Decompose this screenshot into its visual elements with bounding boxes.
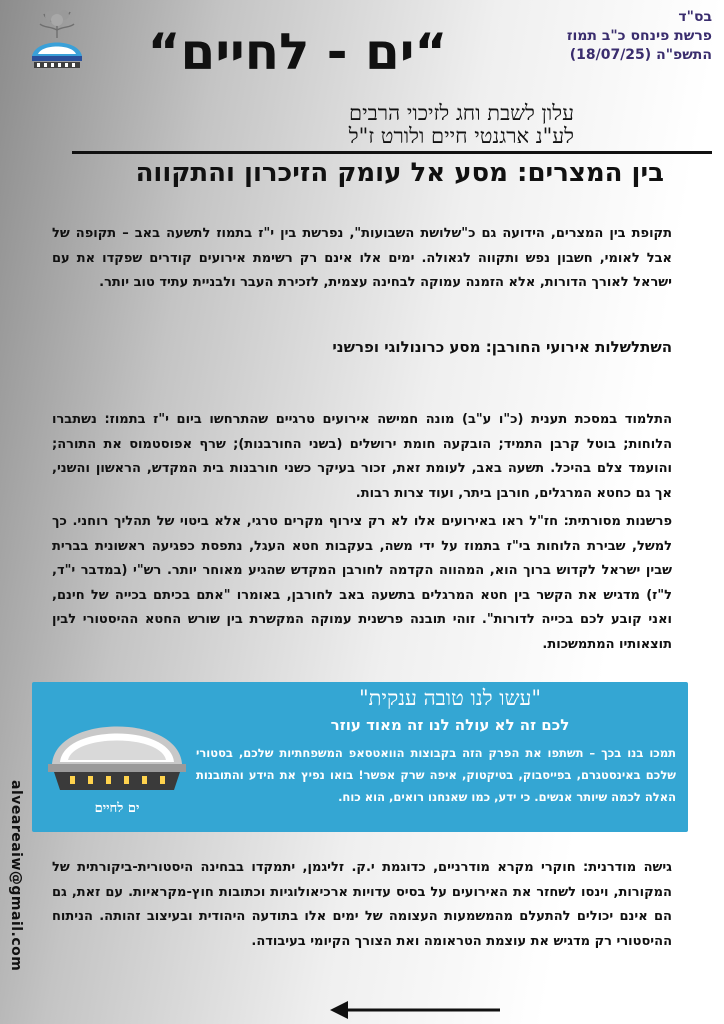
email-text: alveareaiw@gmail.com [8, 780, 24, 972]
promo-banner [32, 682, 688, 832]
paragraph-talmud: התלמוד במסכת תענית (כ"ו ע"ב) מונה חמישה אירועים טרגיים שהתרחשו ביום י"ז בתמוז: נשתברו הלוחות; בוטל קרבן התמיד; הובקעה חומת ירושלים (בשני החורבנות); שרף אפוסטמוס את התורה; והועמד צלם בהיכל. תשעה באב, לעומת זאת, זכור בעיקר כשני חורבנות בית המקדש, הראשון והשני, אך גם כחטא המרגלים, חורבן ביתר, ועוד צרות רבות. [52, 412, 672, 501]
paragraph-traditional: פרשנות מסורתית: חז"ל ראו באירועים אלו לא רק צירוף מקרים טרגי, אלא ביטוי של תהליך רוחני. כך למשל, שבירת הלוחות בי"ז בתמוז על ידי משה, בעקבות חטא העגל, נתפסת כפגיעה ראשונית בברית שבין ישראל לקדוש ברוך הוא, המהווה הקדמה לחורבן המקדש שהגיע מאוחר יותר. רש"י (במדבר י"ד, ל"ז) מדגיש את הקשר בין חטא המרגלים בתשעה באב לחורבן, באומרו "אתם בכיתם בכייה של חינם, ואני קובע לכם בכייה לדורות". זוהי תובנה פרשנית עמוקה המקשרת בין שורש החטא ההיסטורי לבין תוצאותיו המתמשכות. [52, 514, 672, 652]
paragraph-modern: גישה מודרנית: חוקרי מקרא מודרניים, כדוגמת י.ק. זליגמן, יתמקדו בבחינה היסטורית-ביקורתית של המקורות, וינסו לשחזר את האירועים על בסיס עדויות ארכיאולוגיות וכתובות חוץ-מקראיות. עם זאת, גם הם אינם יכולים להתעלם מהמשמעות העצומה של ימים אלו בתודעה היהודית ובעיצוב זהותה. הניתוח ההיסטורי רק מדגיש את עוצמת הטראומה ואת הצורך הקיומי בעיבודה. [52, 860, 672, 949]
section-heading: השתלשלות אירועי החורבן: מסע כרונולוגי ופרשני [332, 338, 672, 356]
article-heading: בין המצרים: מסע אל עומק הזיכרון והתקווה [135, 158, 664, 188]
dome-tree-logo-icon [28, 8, 86, 78]
paragraph-intro: תקופת בין המצרים, הידועה גם כ"שלושת השבועות", נפרשת בין י"ז בתמוז לתשעה באב – תקופה של אבל לאומי, חשבון נפש ותקווה לגאולה. ימים אלו אינם רק רשימת אירועים קודרים שפקדו את עם ישראל לאורך הדורות, אלא הזמנה עמוקה לבחינה עצמית, לזכירת העבר ולבניית עתיד טוב יותר. [52, 226, 672, 290]
contact-email[interactable] [2, 780, 26, 980]
parasha-text: פרשת פינחס כ"ב תמוז [566, 28, 712, 44]
divider [72, 151, 712, 154]
subtitle-line-2: לע"נ ארגנטי חיים ולורט ז"ל [348, 124, 574, 148]
date-block [492, 8, 712, 65]
left-arrow-icon[interactable] [330, 1000, 500, 1020]
basad-text: בס"ד [678, 9, 712, 25]
promo-body: תמכו בנו בכך – תשתפו את הפרק הזה בקבוצות הוואטסאפ המשפחתיות שלכם, בסטורי שלכם באינסטגרם, בפייסבוק, בטיקטוק, איפה שרק אפשר! בואו נפיץ את הידע והתובנות האלה לכמה שיותר אנשים. כי ידע, כמו שאנחנו רואים, הוא כוח. [196, 746, 676, 804]
promo-title: "עשו לנו טובה ענקית" [358, 686, 542, 710]
promo-logo-text: ים לחיים [94, 801, 140, 816]
promo-subtitle: לכם זה לא עולה לנו זה מאוד עוזר [330, 716, 570, 734]
subtitle-line-1: עלון לשבת וחג לזיכוי הרבים [349, 101, 574, 125]
date-text: התשפ"ה (18/07/25) [569, 47, 712, 63]
publication-title: “ים - לחיים“ [147, 23, 448, 81]
